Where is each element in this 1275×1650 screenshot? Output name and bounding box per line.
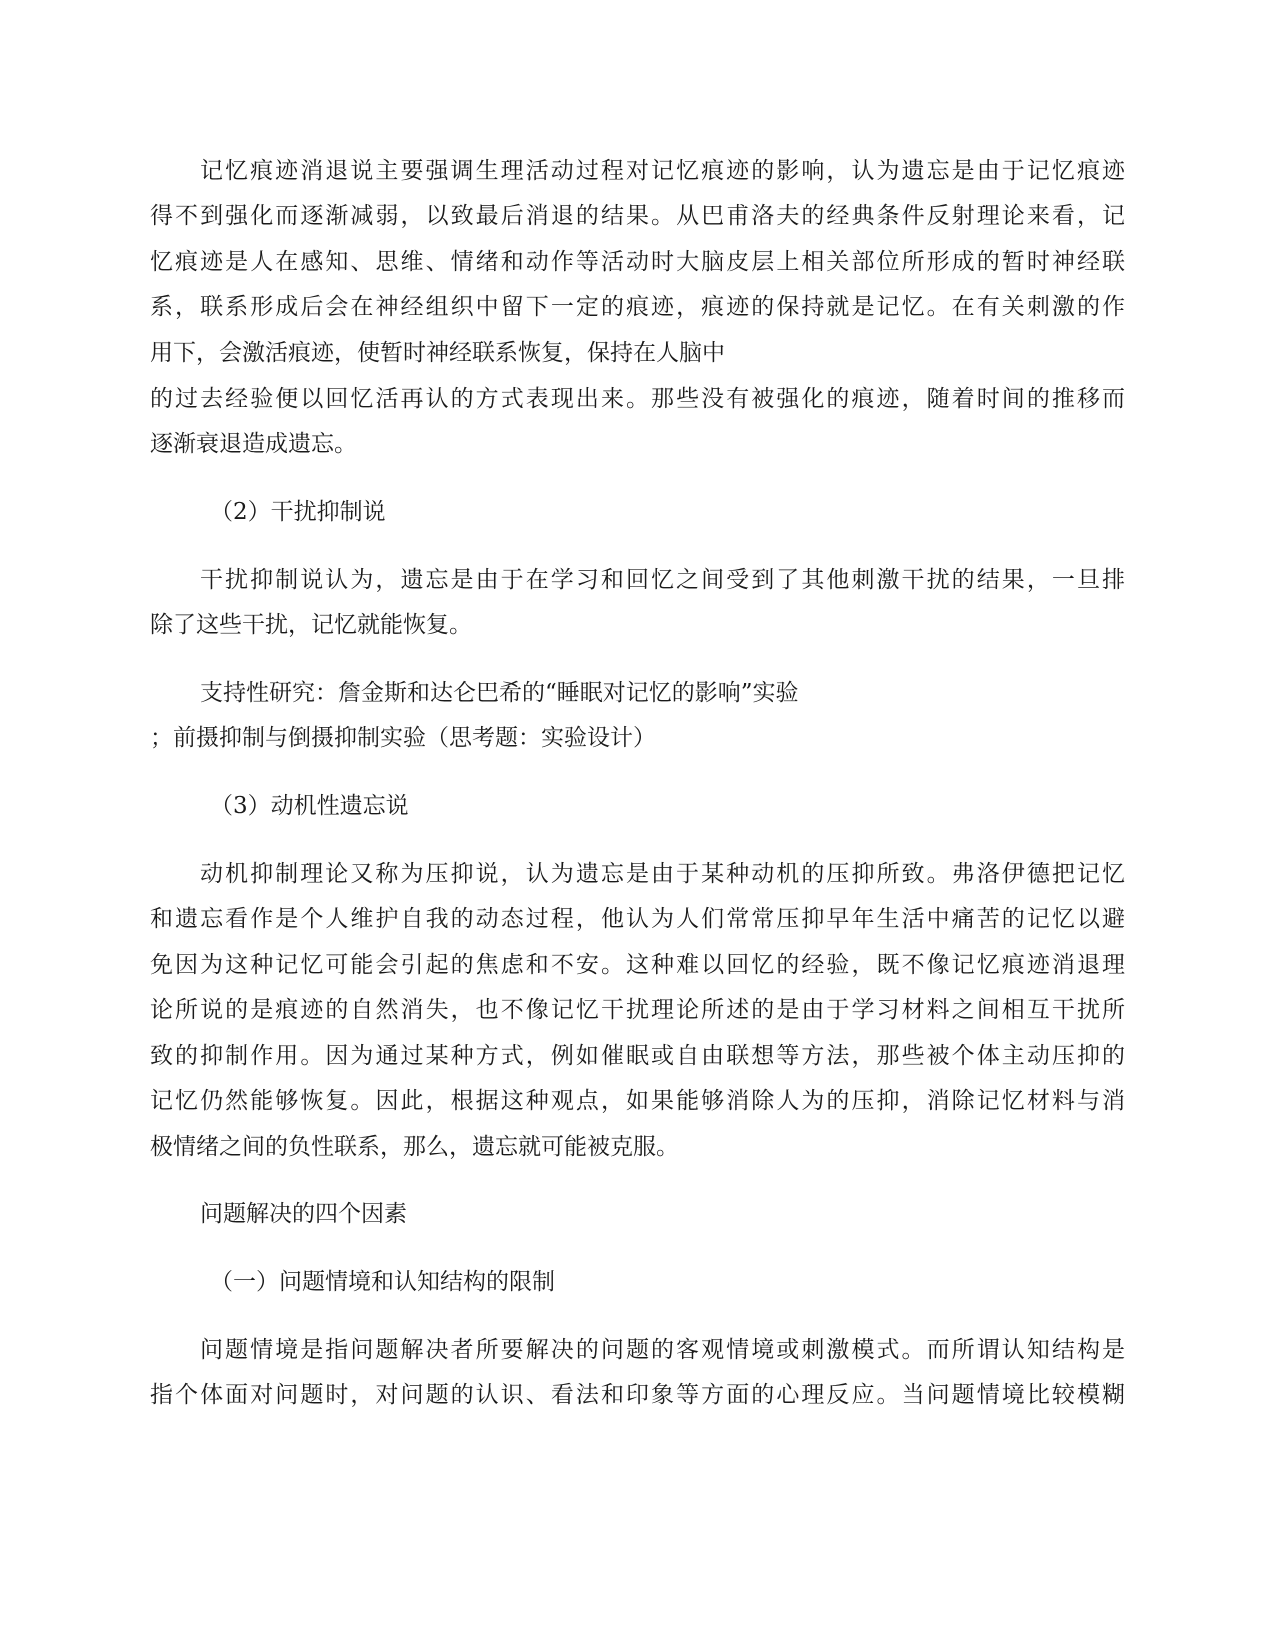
paragraph-line: ；前摄抑制与倒摄抑制实验（思考题：实验设计） (150, 725, 656, 751)
paragraph-line: 系，联系形成后会在神经组织中留下一定的痕迹，痕迹的保持就是记忆。在有关刺激的作 (150, 294, 1125, 320)
paragraph-line: 动机抑制理论又称为压抑说，认为遗忘是由于某种动机的压抑所致。弗洛伊德把记忆 (200, 861, 1125, 887)
paragraph-line: 得不到强化而逐渐减弱，以致最后消退的结果。从巴甫洛夫的经典条件反射理论来看，记 (150, 203, 1125, 229)
paragraph-line: 记忆仍然能够恢复。因此，根据这种观点，如果能够消除人为的压抑，消除记忆材料与消 (150, 1088, 1125, 1114)
section-heading: （3）动机性遗忘说 (210, 793, 409, 819)
paragraph-line: 的过去经验便以回忆活再认的方式表现出来。那些没有被强化的痕迹，随着时间的推移而 (150, 386, 1125, 412)
paragraph-line: 除了这些干扰，记忆就能恢复。 (150, 612, 472, 638)
paragraph-line: 论所说的是痕迹的自然消失，也不像记忆干扰理论所述的是由于学习材料之间相互干扰所 (150, 997, 1125, 1023)
paragraph-line: 免因为这种记忆可能会引起的焦虑和不安。这种难以回忆的经验，既不像记忆痕迹消退理 (150, 952, 1125, 978)
paragraph-line: 和遗忘看作是个人维护自我的动态过程，他认为人们常常压抑早年生活中痛苦的记忆以避 (150, 906, 1125, 932)
paragraph-line: 忆痕迹是人在感知、思维、情绪和动作等活动时大脑皮层上相关部位所形成的暂时神经联 (150, 249, 1125, 275)
paragraph-line: 指个体面对问题时，对问题的认识、看法和印象等方面的心理反应。当问题情境比较模糊 (150, 1382, 1125, 1408)
section-heading: （一）问题情境和认知结构的限制 (210, 1269, 555, 1295)
paragraph-line: 逐渐衰退造成遗忘。 (150, 431, 357, 457)
paragraph-line: 用下，会激活痕迹，使暂时神经联系恢复，保持在人脑中 (150, 340, 725, 366)
paragraph-line: 支持性研究：詹金斯和达仑巴希的“睡眠对记忆的影响”实验 (200, 680, 799, 706)
paragraph-line: 记忆痕迹消退说主要强调生理活动过程对记忆痕迹的影响，认为遗忘是由于记忆痕迹 (200, 158, 1125, 184)
section-heading: （2）干扰抑制说 (210, 499, 386, 525)
paragraph-line: 极情绪之间的负性联系，那么，遗忘就可能被克服。 (150, 1134, 679, 1160)
paragraph-line: 致的抑制作用。因为通过某种方式，例如催眠或自由联想等方法，那些被个体主动压抑的 (150, 1043, 1125, 1069)
paragraph-line: 问题情境是指问题解决者所要解决的问题的客观情境或刺激模式。而所谓认知结构是 (200, 1337, 1125, 1363)
section-heading: 问题解决的四个因素 (200, 1201, 407, 1227)
document-page (150, 0, 1125, 1650)
paragraph-line: 干扰抑制说认为，遗忘是由于在学习和回忆之间受到了其他刺激干扰的结果，一旦排 (200, 567, 1125, 593)
